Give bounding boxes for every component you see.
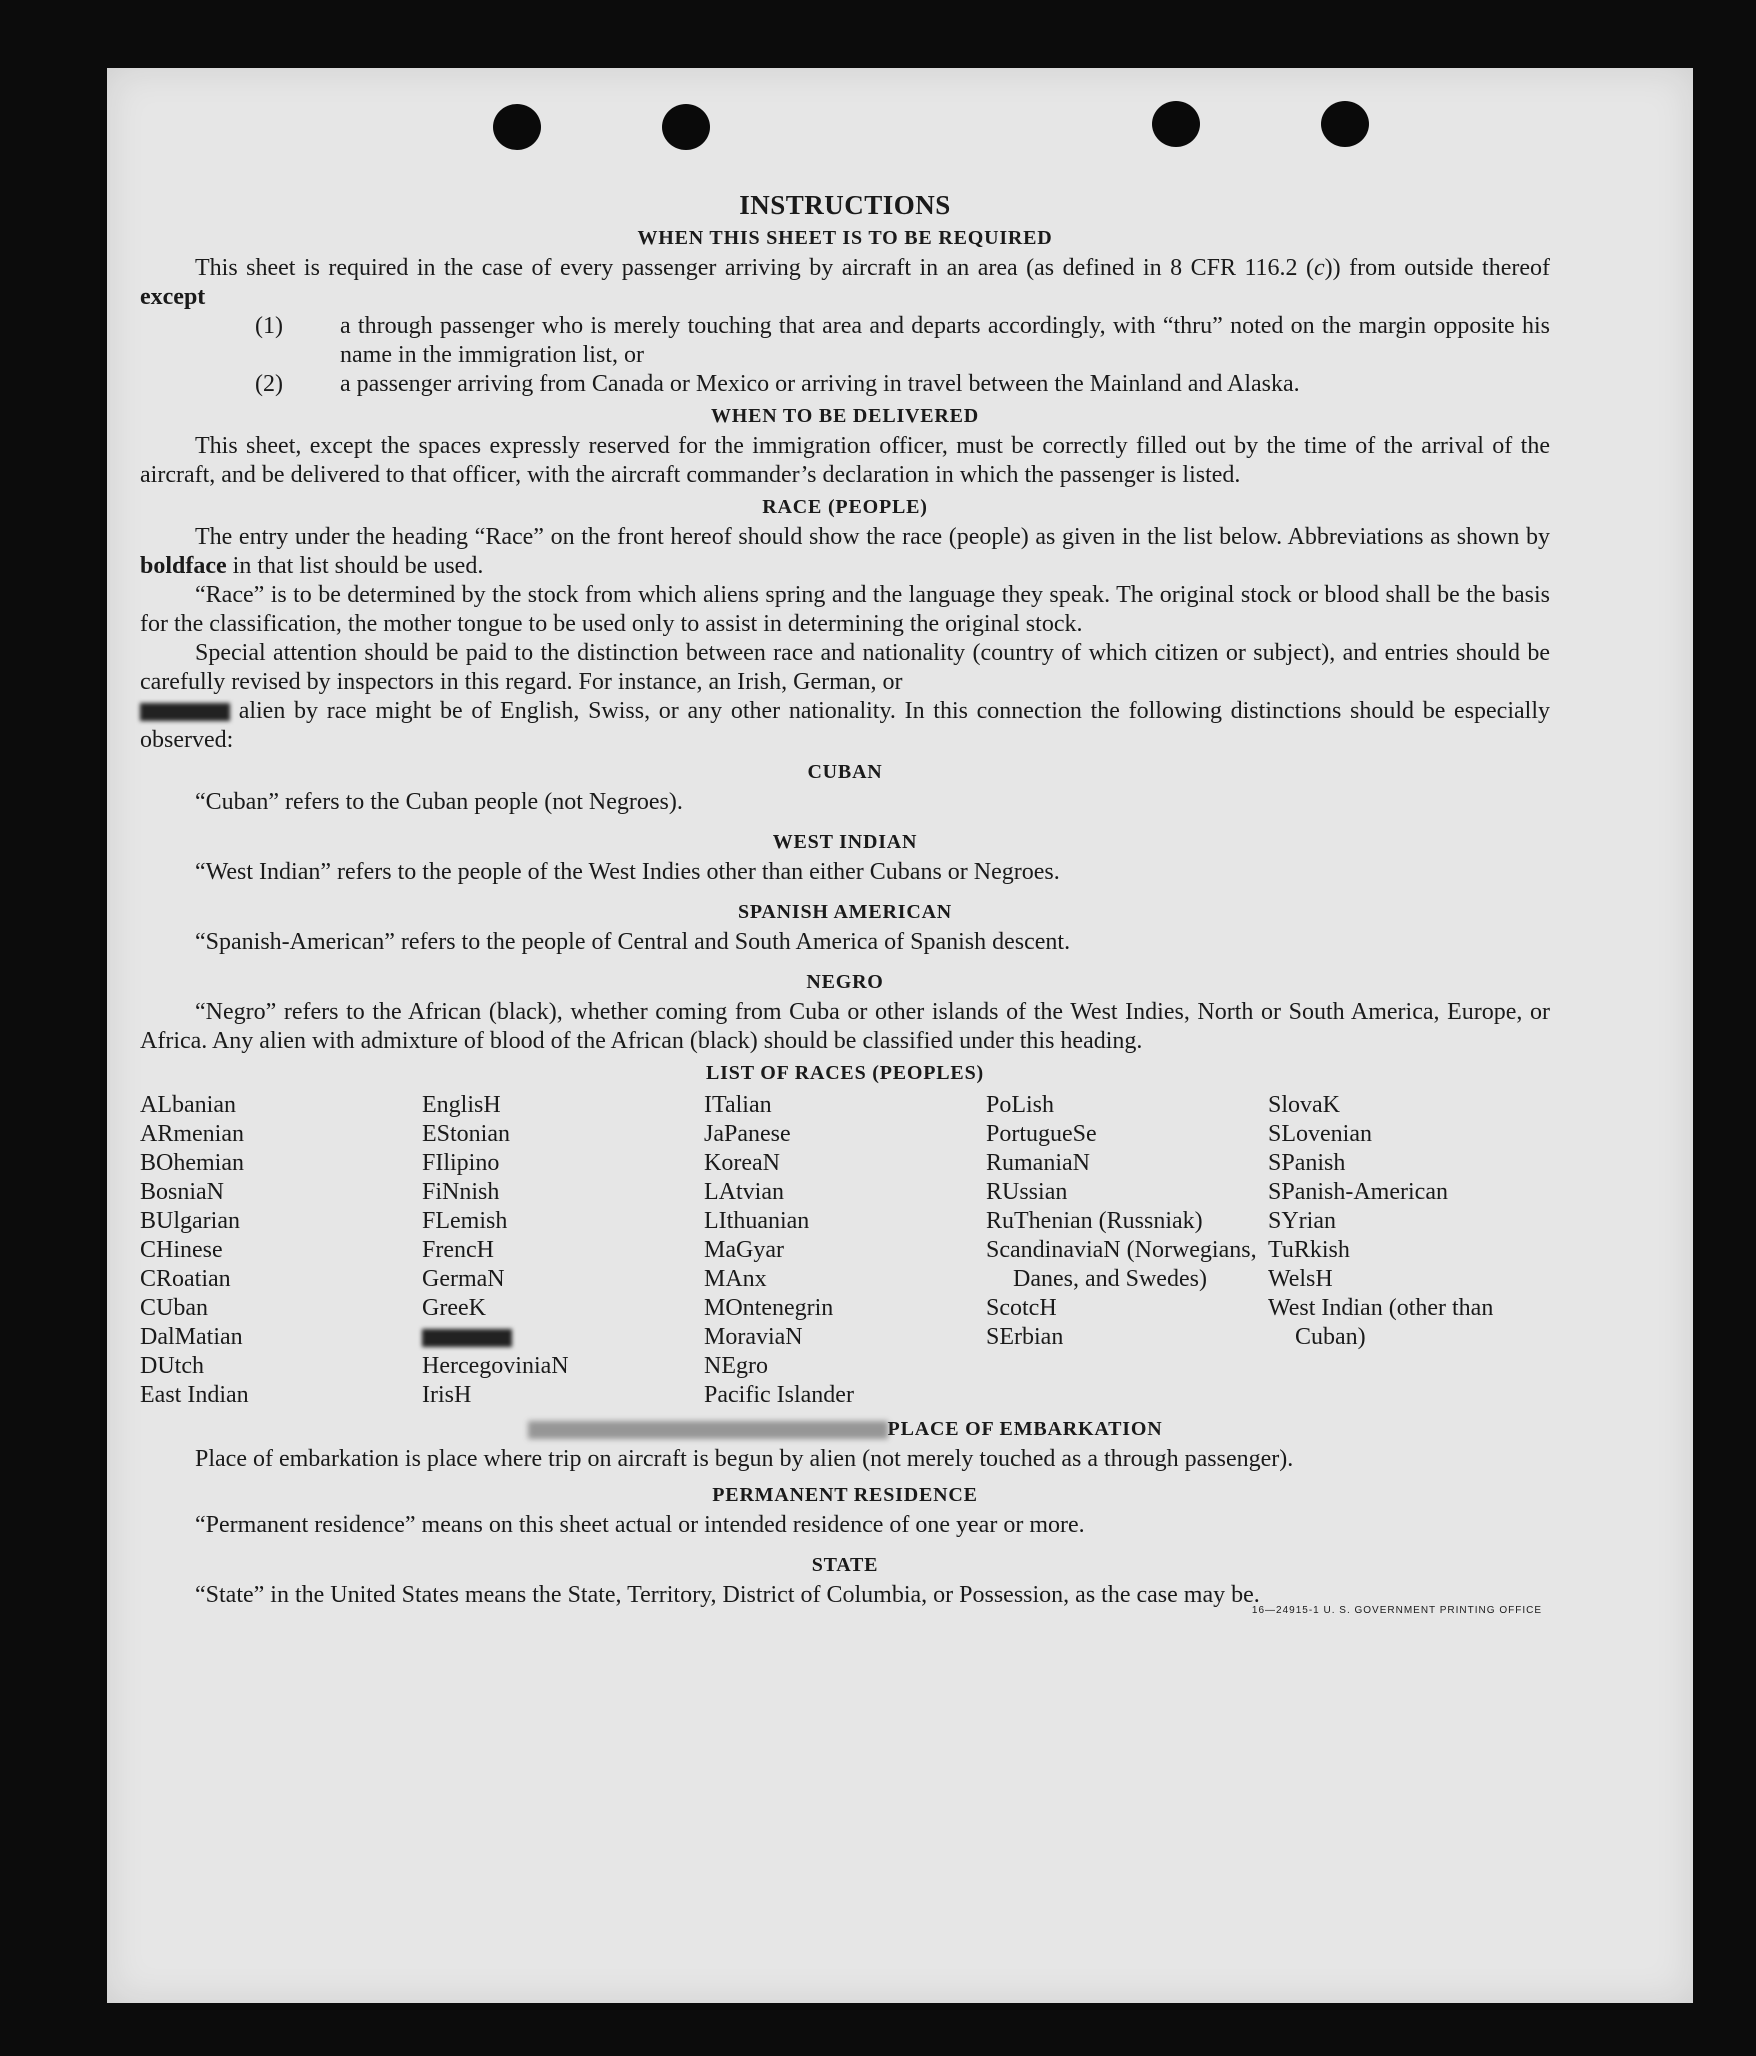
race-entry xyxy=(422,1323,704,1352)
race-entry: SPanish xyxy=(1268,1150,1346,1176)
race-entry: MOntenegrin xyxy=(704,1295,834,1321)
paragraph: “Cuban” refers to the Cuban people (not Negroes). xyxy=(195,789,683,815)
race-entry: KoreaN xyxy=(704,1150,780,1176)
race-entry: West Indian (other than Cuban) xyxy=(1268,1295,1494,1350)
race-entry: GreeK xyxy=(422,1295,486,1321)
race-entry: ScandinaviaN (Norwegians, Danes, and Swedes) xyxy=(986,1237,1257,1292)
paragraph: This sheet, except the spaces expressly reserved for the immigration officer, must be correctly filled out by the time of the arrival of the aircraft, and be delivered to that officer, with the aircraft commander’s declaration in which the passenger is listed. xyxy=(140,433,1550,488)
race-entry: CHinese xyxy=(140,1237,223,1263)
race-entry: WelsH xyxy=(1268,1266,1333,1292)
paragraph: “Spanish-American” refers to the people of Central and South America of Spanish descent. xyxy=(195,929,1071,955)
race-entry: SlovaK xyxy=(1268,1092,1340,1118)
race-entry: Pacific Islander xyxy=(704,1382,854,1408)
required-intro: This sheet is required in the case of every passenger arriving by aircraft in an area (as defined in 8 CFR 116.2 (c)) from outside thereof except xyxy=(140,255,1550,310)
paragraph: Place of embarkation is place where trip on aircraft is begun by alien (not merely touched as a through passenger). xyxy=(195,1446,1294,1472)
race-entry: RumaniaN xyxy=(986,1150,1090,1176)
race-entry: ScotcH xyxy=(986,1295,1057,1321)
paragraph: “Negro” refers to the African (black), whether coming from Cuba or other islands of the West Indies, North or South America, Europe, or Africa. Any alien with admixture of blood of the African (black) should be classified under this heading. xyxy=(140,999,1550,1054)
race-entry: TuRkish xyxy=(1268,1237,1350,1263)
race-entry: RUssian xyxy=(986,1179,1068,1205)
smudge-mark xyxy=(528,1421,888,1439)
section-heading: NEGRO xyxy=(806,971,884,993)
race-entry: CUban xyxy=(140,1295,208,1321)
section-heading: LIST OF RACES (PEOPLES) xyxy=(706,1062,984,1084)
section-heading: PLACE OF EMBARKATION xyxy=(140,1418,1550,1441)
race-entry: BOhemian xyxy=(140,1150,244,1176)
section-heading: WEST INDIAN xyxy=(772,831,918,853)
race-entry: LIthuanian xyxy=(704,1208,810,1234)
section-heading: STATE xyxy=(811,1554,879,1576)
list-item: (2) a passenger arriving from Canada or Mexico or arriving in travel between the Mainland and Alaska. xyxy=(255,371,1300,397)
race-entry: FiNnish xyxy=(422,1179,500,1205)
page-title: INSTRUCTIONS xyxy=(739,190,951,220)
race-entry: EStonian xyxy=(422,1121,510,1147)
race-entry: ITalian xyxy=(704,1092,772,1118)
race-entry: DalMatian xyxy=(140,1324,243,1350)
document-body xyxy=(140,68,1550,1616)
race-entry: CRoatian xyxy=(140,1266,231,1292)
paragraph: “Permanent residence” means on this sheet actual or intended residence of one year or more. xyxy=(195,1512,1085,1538)
race-entry: MaGyar xyxy=(704,1237,784,1263)
race-entry: FIlipino xyxy=(422,1150,500,1176)
race-entry: JaPanese xyxy=(704,1121,791,1147)
paragraph: “Race” is to be determined by the stock from which aliens spring and the language they speak. The original stock or blood shall be the basis for the classification, the mother tongue to be used only to assist in determining the original stock. xyxy=(140,582,1550,637)
race-entry: FLemish xyxy=(422,1208,508,1234)
section-heading: SPANISH AMERICAN xyxy=(737,901,953,923)
section-heading: CUBAN xyxy=(807,761,883,783)
race-entry: DUtch xyxy=(140,1353,204,1379)
race-entry: BUlgarian xyxy=(140,1208,240,1234)
race-entry: SErbian xyxy=(986,1324,1064,1350)
race-entry: RuThenian (Russniak) xyxy=(986,1208,1203,1234)
section-heading: RACE (PEOPLE) xyxy=(762,496,928,518)
race-entry: GermaN xyxy=(422,1266,505,1292)
paragraph: The entry under the heading “Race” on the front hereof should show the race (people) as given in the list below. Abbreviations as shown by boldface in that list should be used. xyxy=(140,524,1550,579)
race-entry: PoLish xyxy=(986,1092,1055,1118)
section-heading: WHEN THIS SHEET IS TO BE REQUIRED xyxy=(637,227,1053,249)
race-entry: NEgro xyxy=(704,1353,768,1379)
race-entry: SLovenian xyxy=(1268,1121,1372,1147)
list-item: (1) a through passenger who is merely touching that area and departs accordingly, with “thru” noted on the margin opposite his name in the immigration list, or xyxy=(255,313,1550,368)
redaction-mark xyxy=(422,1329,512,1347)
race-entry: BosniaN xyxy=(140,1179,224,1205)
section-heading: WHEN TO BE DELIVERED xyxy=(710,405,980,427)
paragraph: “State” in the United States means the State, Territory, District of Columbia, or Possession, as the case may be. xyxy=(195,1582,1260,1608)
race-column xyxy=(986,1091,1268,1410)
paragraph: Special attention should be paid to the distinction between race and nationality (country of which citizen or subject), and entries should be carefully revised by inspectors in this regard. For instance, an Irish, German, or alien by race might be of English, Swiss, or any other nationality. In this connection the following distinctions should be especially observed: xyxy=(140,640,1550,753)
redaction-mark xyxy=(140,703,230,721)
race-entry: PortugueSe xyxy=(986,1121,1097,1147)
race-entry: MAnx xyxy=(704,1266,767,1292)
race-entry: EnglisH xyxy=(422,1092,501,1118)
paragraph: “West Indian” refers to the people of the West Indies other than either Cubans or Negroes. xyxy=(195,859,1060,885)
race-column xyxy=(1268,1091,1550,1410)
printer-imprint: 16—24915-1 U. S. GOVERNMENT PRINTING OFFICE xyxy=(1251,1605,1542,1616)
race-entry: East Indian xyxy=(140,1382,249,1408)
race-list xyxy=(140,1091,1550,1410)
race-entry: SPanish-American xyxy=(1268,1179,1448,1205)
race-entry: ALbanian xyxy=(140,1092,236,1118)
race-entry: IrisH xyxy=(422,1382,472,1408)
race-column xyxy=(422,1091,704,1410)
race-entry: MoraviaN xyxy=(704,1324,803,1350)
race-column xyxy=(140,1091,422,1410)
race-entry: LAtvian xyxy=(704,1179,784,1205)
race-column xyxy=(704,1091,986,1410)
race-entry: HercegoviniaN xyxy=(422,1353,569,1379)
race-entry: ARmenian xyxy=(140,1121,244,1147)
section-heading: PERMANENT RESIDENCE xyxy=(712,1484,978,1506)
race-entry: SYrian xyxy=(1268,1208,1336,1234)
document-sheet xyxy=(107,68,1693,2003)
race-entry: FrencH xyxy=(422,1237,494,1263)
